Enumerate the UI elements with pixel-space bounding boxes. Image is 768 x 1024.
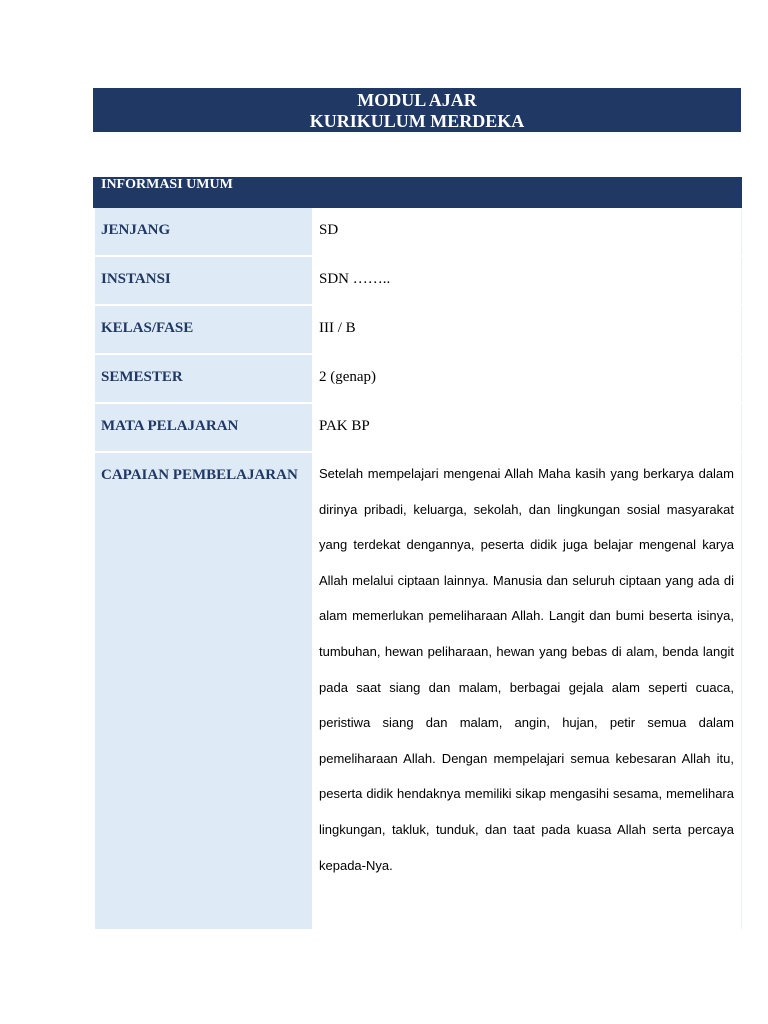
row-value: III / B <box>312 306 742 353</box>
document-title-banner <box>93 88 741 132</box>
title-line-1: MODUL AJAR <box>357 90 477 110</box>
table-row-instansi <box>93 257 742 306</box>
section-header-informasi-umum: INFORMASI UMUM <box>93 177 742 208</box>
row-value: PAK BP <box>312 404 742 451</box>
learning-outcome-text: Setelah mempelajari mengenai Allah Maha kasih yang berkarya dalam dirinya pribadi, keluarga, sekolah, dan lingkungan sosial masyarakat yang terdekat dengannya, peserta didik juga belajar mengenal karya Allah melalui ciptaan lainnya. Manusia dan seluruh ciptaan yang ada di alam memerlukan pemeliharaan Allah. Langit dan bumi beserta isinya, tumbuhan, hewan peliharaan, hewan yang bebas di alam, benda langit pada saat siang dan malam, berbagai gejala alam seperti cuaca, peristiwa siang dan malam, angin, hujan, petir semua dalam pemeliharaan Allah. Dengan mempelajari semua kebesaran Allah itu, peserta didik hendaknya memiliki sikap mengasihi sesama, memelihara lingkungan, takluk, tunduk, dan taat pada kuasa Allah serta percaya kepada-Nya. <box>312 453 742 929</box>
row-label: JENJANG <box>95 208 312 255</box>
title-line-2: KURIKULUM MERDEKA <box>309 111 525 131</box>
row-label: KELAS/FASE <box>95 306 312 353</box>
row-value: SD <box>312 208 742 255</box>
general-info-table <box>93 177 742 929</box>
row-value: SDN …….. <box>312 257 742 304</box>
table-row-semester <box>93 355 742 404</box>
table-row-capaian-pembelajaran <box>93 453 742 929</box>
table-row-kelas-fase <box>93 306 742 355</box>
table-row-mata-pelajaran <box>93 404 742 453</box>
row-label: CAPAIAN PEMBELAJARAN <box>95 453 312 929</box>
table-row-jenjang <box>93 208 742 257</box>
row-label: INSTANSI <box>95 257 312 304</box>
row-value: 2 (genap) <box>312 355 742 402</box>
row-label: SEMESTER <box>95 355 312 402</box>
row-label: MATA PELAJARAN <box>95 404 312 451</box>
